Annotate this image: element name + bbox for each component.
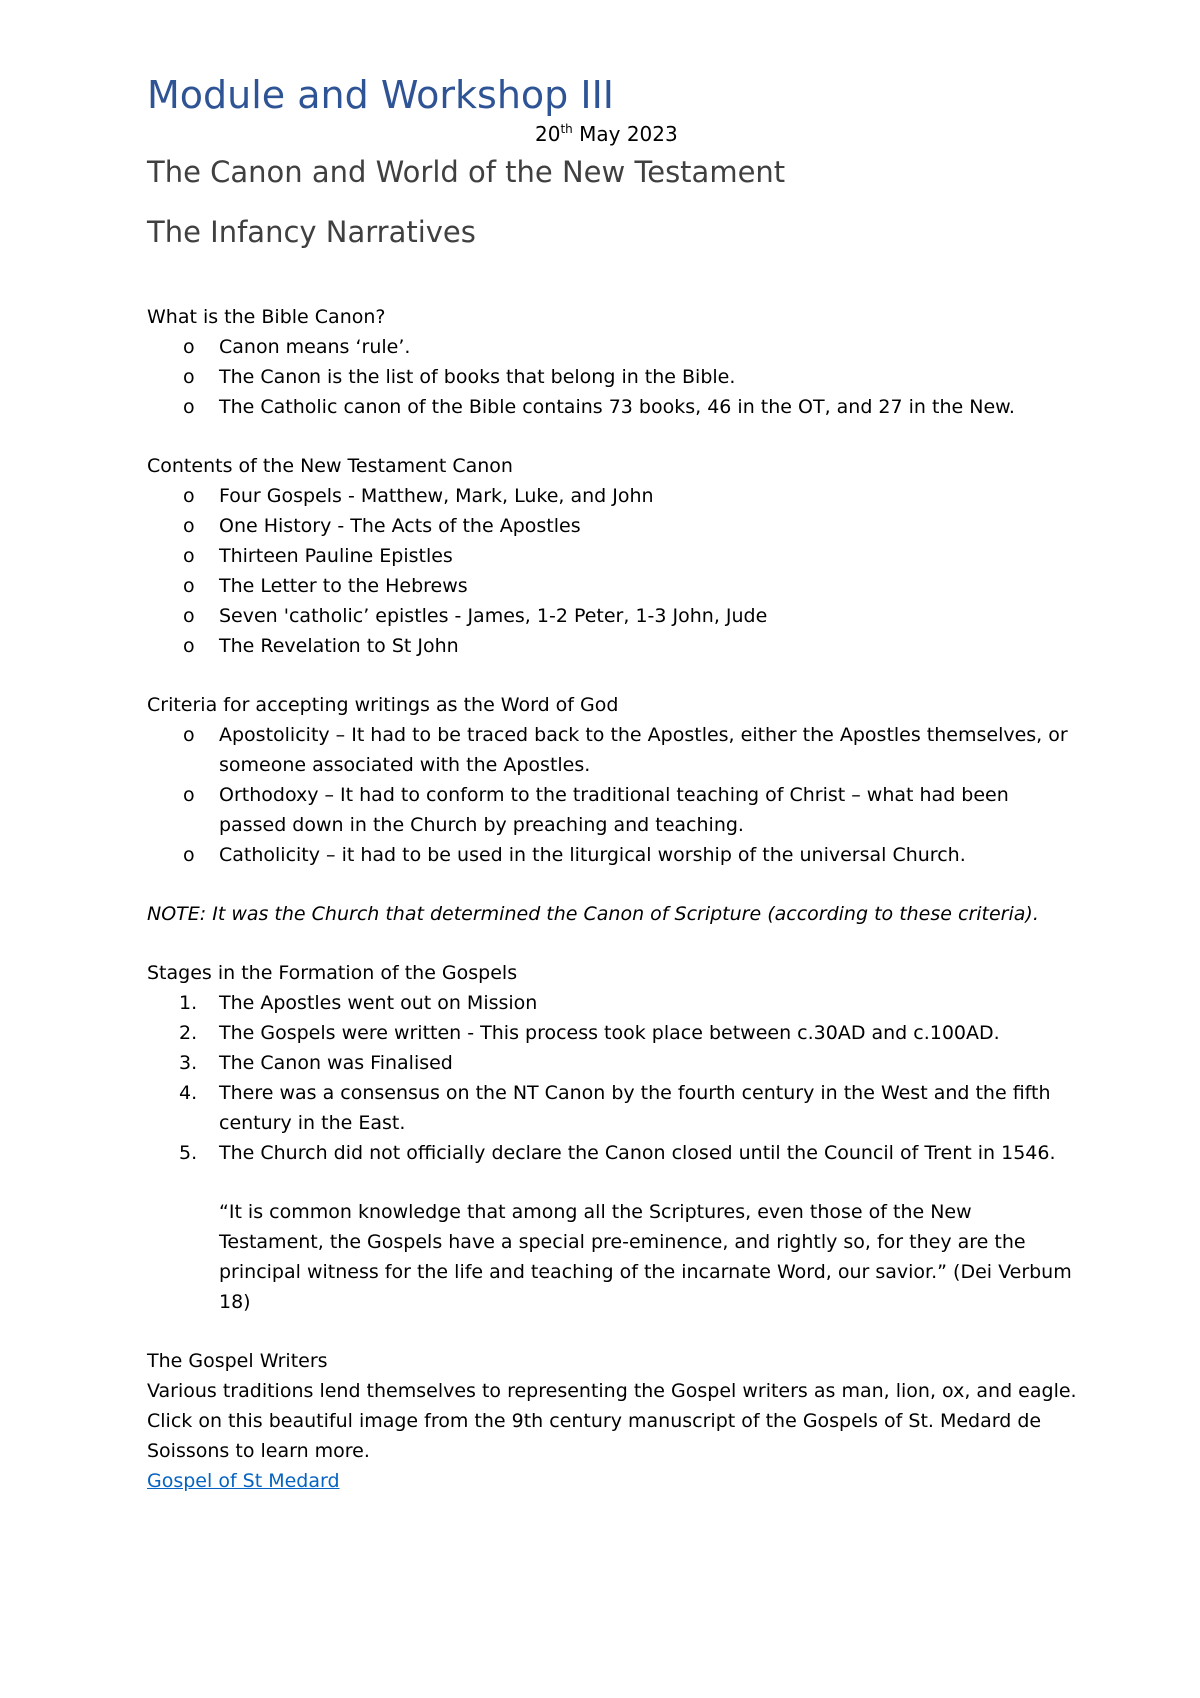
bible-canon-list (147, 332, 1077, 422)
document-body (147, 302, 1077, 1496)
section-heading-gospel-stages: Stages in the Formation of the Gospels (147, 962, 518, 984)
numbered-item (147, 1078, 1077, 1138)
nt-contents-list (147, 481, 1077, 661)
bullet-marker: o (183, 336, 195, 358)
bullet-marker: o (183, 784, 195, 806)
numbered-item (147, 1018, 1077, 1048)
bullet-marker: o (183, 485, 195, 507)
numbered-item-text: The Apostles went out on Mission (219, 992, 538, 1014)
item-number: 4. (179, 1082, 198, 1104)
gospel-stages-list (147, 988, 1077, 1168)
list-item-text: Apostolicity – It had to be traced back to the Apostles, either the Apostles themselves, or someone associated with the Apostles. (219, 724, 1068, 776)
bullet-marker: o (183, 635, 195, 657)
document-date (535, 121, 678, 147)
numbered-item-text: The Church did not officially declare the Canon closed until the Council of Trent in 1546. (219, 1142, 1056, 1164)
bullet-marker: o (183, 844, 195, 866)
list-item-text: The Canon is the list of books that belong in the Bible. (219, 366, 736, 388)
subtitle-canon-world: The Canon and World of the New Testament (147, 155, 786, 189)
gospel-writers-paragraph: Various traditions lend themselves to representing the Gospel writers as man, lion, ox, and eagle. Click on this beautiful image from the 9th century manuscript of the Gospels of St. Medard de Soissons to learn more. (147, 1380, 1077, 1462)
list-item-text: Catholicity – it had to be used in the liturgical worship of the universal Church. (219, 844, 966, 866)
list-item-text: One History - The Acts of the Apostles (219, 515, 581, 537)
list-item-text: The Revelation to St John (219, 635, 459, 657)
list-item-text: The Letter to the Hebrews (219, 575, 468, 597)
list-item (147, 481, 1077, 511)
section-heading-nt-contents: Contents of the New Testament Canon (147, 455, 513, 477)
subtitle-infancy-narratives: The Infancy Narratives (147, 215, 476, 249)
item-number: 5. (179, 1142, 198, 1164)
section-heading-gospel-writers: The Gospel Writers (147, 1350, 328, 1372)
item-number: 2. (179, 1022, 198, 1044)
list-item-text: The Catholic canon of the Bible contains 73 books, 46 in the OT, and 27 in the New. (219, 396, 1015, 418)
list-item (147, 601, 1077, 631)
bullet-marker: o (183, 396, 195, 418)
list-item (147, 362, 1077, 392)
bullet-marker: o (183, 575, 195, 597)
gospel-of-st-medard-link[interactable]: Gospel of St Medard (147, 1470, 340, 1492)
list-item (147, 332, 1077, 362)
numbered-item-text: The Gospels were written - This process took place between c.30AD and c.100AD. (219, 1022, 1000, 1044)
numbered-item-text: There was a consensus on the NT Canon by the fourth century in the West and the fifth century in the East. (219, 1082, 1051, 1134)
numbered-item (147, 1048, 1077, 1078)
bullet-marker: o (183, 605, 195, 627)
section-heading-criteria: Criteria for accepting writings as the Word of God (147, 694, 619, 716)
list-item (147, 720, 1077, 780)
list-item (147, 392, 1077, 422)
list-item (147, 631, 1077, 661)
list-item (147, 840, 1077, 870)
section-heading-bible-canon: What is the Bible Canon? (147, 306, 386, 328)
numbered-item (147, 1138, 1077, 1168)
item-number: 3. (179, 1052, 198, 1074)
list-item-text: Thirteen Pauline Epistles (219, 545, 453, 567)
list-item-text: Canon means ‘rule’. (219, 336, 411, 358)
list-item-text: Orthodoxy – It had to conform to the traditional teaching of Christ – what had been passed down in the Church by preaching and teaching. (219, 784, 1009, 836)
list-item (147, 541, 1077, 571)
list-item (147, 780, 1077, 840)
document-title: Module and Workshop III (147, 73, 615, 117)
criteria-list (147, 720, 1077, 870)
canon-note: NOTE: It was the Church that determined the Canon of Scripture (according to these criteria). (147, 903, 1039, 925)
list-item-text: Seven 'catholic’ epistles - James, 1-2 Peter, 1-3 John, Jude (219, 605, 768, 627)
bullet-marker: o (183, 724, 195, 746)
date-rest: May 2023 (572, 122, 678, 146)
list-item (147, 571, 1077, 601)
list-item (147, 511, 1077, 541)
item-number: 1. (179, 992, 198, 1014)
date-suffix: th (560, 122, 573, 136)
bullet-marker: o (183, 545, 195, 567)
bullet-marker: o (183, 515, 195, 537)
date-day: 20 (535, 122, 561, 146)
dei-verbum-quote: “It is common knowledge that among all the Scriptures, even those of the New Testament, the Gospels have a special pre-eminence, and rightly so, for they are the principal witness for the life and teaching of the incarnate Word, our savior.” (Dei Verbum 18) (219, 1201, 1072, 1313)
numbered-item (147, 988, 1077, 1018)
bullet-marker: o (183, 366, 195, 388)
list-item-text: Four Gospels - Matthew, Mark, Luke, and John (219, 485, 654, 507)
numbered-item-text: The Canon was Finalised (219, 1052, 453, 1074)
